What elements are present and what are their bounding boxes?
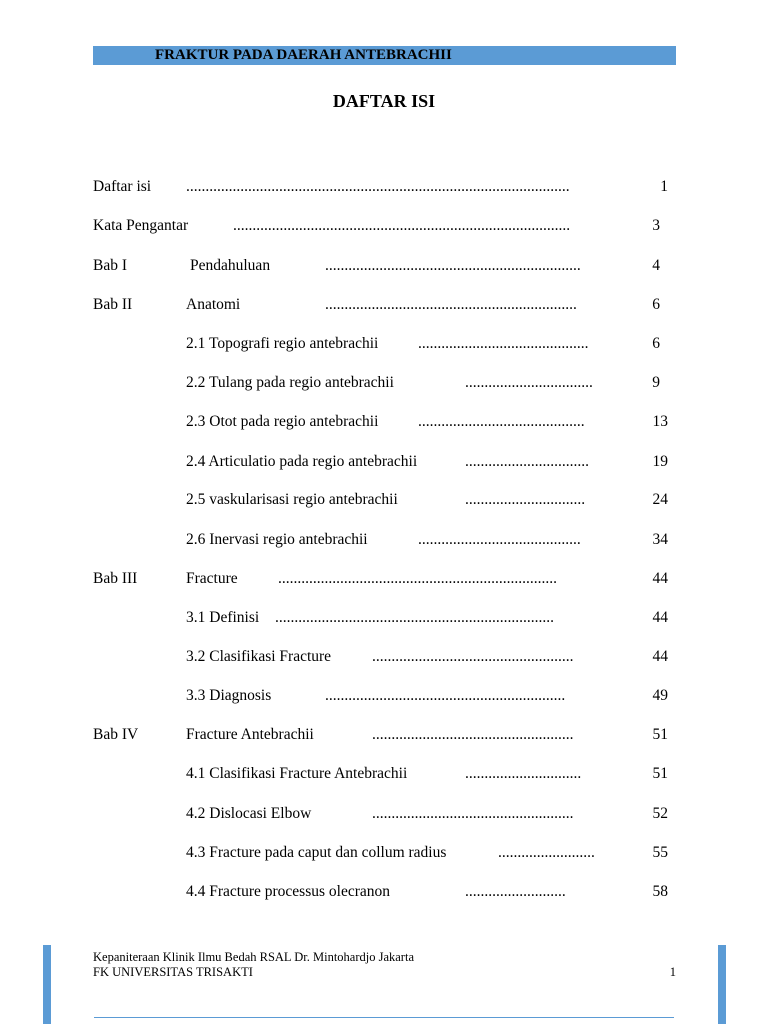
- toc-title: 2.1 Topografi regio antebrachii: [186, 335, 379, 352]
- footer-faculty: FK UNIVERSITAS TRISAKTI: [93, 965, 253, 979]
- toc-entry: [0, 725, 768, 745]
- toc-entry: [0, 608, 768, 628]
- toc-entry: [0, 764, 768, 784]
- toc-leader: ....................................................: [372, 726, 574, 743]
- toc-entry: [0, 530, 768, 550]
- toc-leader: ....................................................: [372, 648, 574, 665]
- header-title: FRAKTUR PADA DAERAH ANTEBRACHII: [155, 47, 452, 63]
- toc-title: Fracture Antebrachii: [186, 726, 314, 743]
- toc-title: Fracture: [186, 570, 238, 587]
- toc-entry: [0, 256, 768, 276]
- footer-institution: Kepaniteraan Klinik Ilmu Bedah RSAL Dr. Mintohardjo Jakarta: [93, 950, 414, 964]
- toc-leader: ........................................................................: [275, 609, 554, 626]
- toc-leader: ............................................: [418, 335, 589, 352]
- toc-entry: [0, 177, 768, 197]
- toc-page-number: 6: [652, 335, 660, 352]
- toc-title: Pendahuluan: [190, 257, 271, 274]
- toc-title: 3.3 Diagnosis: [186, 687, 272, 704]
- toc-entry: [0, 295, 768, 315]
- toc-label: Bab II: [93, 296, 133, 313]
- toc-page-number: 52: [652, 805, 668, 822]
- toc-entry: [0, 882, 768, 902]
- toc-leader: ..............................................................: [325, 687, 566, 704]
- toc-leader: .......................................................................................: [233, 217, 571, 234]
- toc-leader: .........................: [498, 844, 595, 861]
- toc-page-number: 3: [652, 217, 660, 234]
- toc-title: 3.2 Clasifikasi Fracture: [186, 648, 332, 665]
- toc-title: 2.3 Otot pada regio antebrachii: [186, 413, 379, 430]
- toc-leader: ........................................................................: [278, 570, 557, 587]
- toc-leader: ....................................................: [372, 805, 574, 822]
- toc-page-number: 44: [652, 609, 668, 626]
- footer-divider: [94, 1017, 674, 1018]
- toc-entry: [0, 804, 768, 824]
- toc-leader: .................................: [465, 374, 593, 391]
- toc-title: 2.2 Tulang pada regio antebrachii: [186, 374, 394, 391]
- toc-entry: [0, 412, 768, 432]
- toc-leader: .................................................................: [325, 296, 577, 313]
- toc-label: Bab III: [93, 570, 138, 587]
- footer-left-bar: [43, 945, 51, 1024]
- toc-page-number: 34: [652, 531, 668, 548]
- toc-title: 4.3 Fracture pada caput dan collum radius: [186, 844, 447, 861]
- toc-page-number: 4: [652, 257, 660, 274]
- toc-title: Anatomi: [186, 296, 241, 313]
- footer-page-number: 1: [669, 965, 676, 979]
- toc-leader: ...............................: [465, 491, 586, 508]
- toc-title: 4.2 Dislocasi Elbow: [186, 805, 312, 822]
- toc-leader: ..........................: [465, 883, 566, 900]
- toc-page-number: 9: [652, 374, 660, 391]
- toc-page-number: 44: [652, 648, 668, 665]
- toc-entry: [0, 373, 768, 393]
- toc-title: 2.5 vaskularisasi regio antebrachii: [186, 491, 398, 508]
- toc-leader: ..........................................: [418, 531, 581, 548]
- toc-entry: [0, 843, 768, 863]
- toc-label: Bab IV: [93, 726, 139, 743]
- toc-title: 4.1 Clasifikasi Fracture Antebrachii: [186, 765, 408, 782]
- toc-leader: ................................: [465, 453, 589, 470]
- toc-page-number: 58: [652, 883, 668, 900]
- toc-title: 2.4 Articulatio pada regio antebrachii: [186, 453, 418, 470]
- toc-leader: ...........................................: [418, 413, 585, 430]
- toc-page-number: 1: [660, 178, 668, 195]
- toc-label: Bab I: [93, 257, 128, 274]
- toc-page-number: 6: [652, 296, 660, 313]
- header-bar: [93, 46, 676, 65]
- toc-leader: ..............................: [465, 765, 582, 782]
- page-title: DAFTAR ISI: [332, 91, 436, 111]
- toc-page-number: 19: [652, 453, 668, 470]
- toc-entry: [0, 452, 768, 472]
- toc-label: Daftar isi: [93, 178, 152, 195]
- toc-page-number: 24: [652, 491, 668, 508]
- toc-entry: [0, 569, 768, 589]
- toc-entry: [0, 490, 768, 510]
- toc-leader: ..................................................................: [325, 257, 581, 274]
- toc-title: 2.6 Inervasi regio antebrachii: [186, 531, 368, 548]
- toc-title: 3.1 Definisi: [186, 609, 260, 626]
- toc-page-number: 44: [652, 570, 668, 587]
- footer-right-bar: [718, 945, 726, 1024]
- toc-label: Kata Pengantar: [93, 217, 189, 234]
- toc-page-number: 55: [652, 844, 668, 861]
- toc-page-number: 49: [652, 687, 668, 704]
- toc-entry: [0, 216, 768, 236]
- toc-entry: [0, 647, 768, 667]
- toc-entry: [0, 686, 768, 706]
- toc-entry: [0, 334, 768, 354]
- toc-page-number: 13: [652, 413, 668, 430]
- toc-leader: ...................................................................................................: [186, 178, 570, 195]
- toc-page-number: 51: [652, 765, 668, 782]
- toc-title: 4.4 Fracture processus olecranon: [186, 883, 391, 900]
- toc-page-number: 51: [652, 726, 668, 743]
